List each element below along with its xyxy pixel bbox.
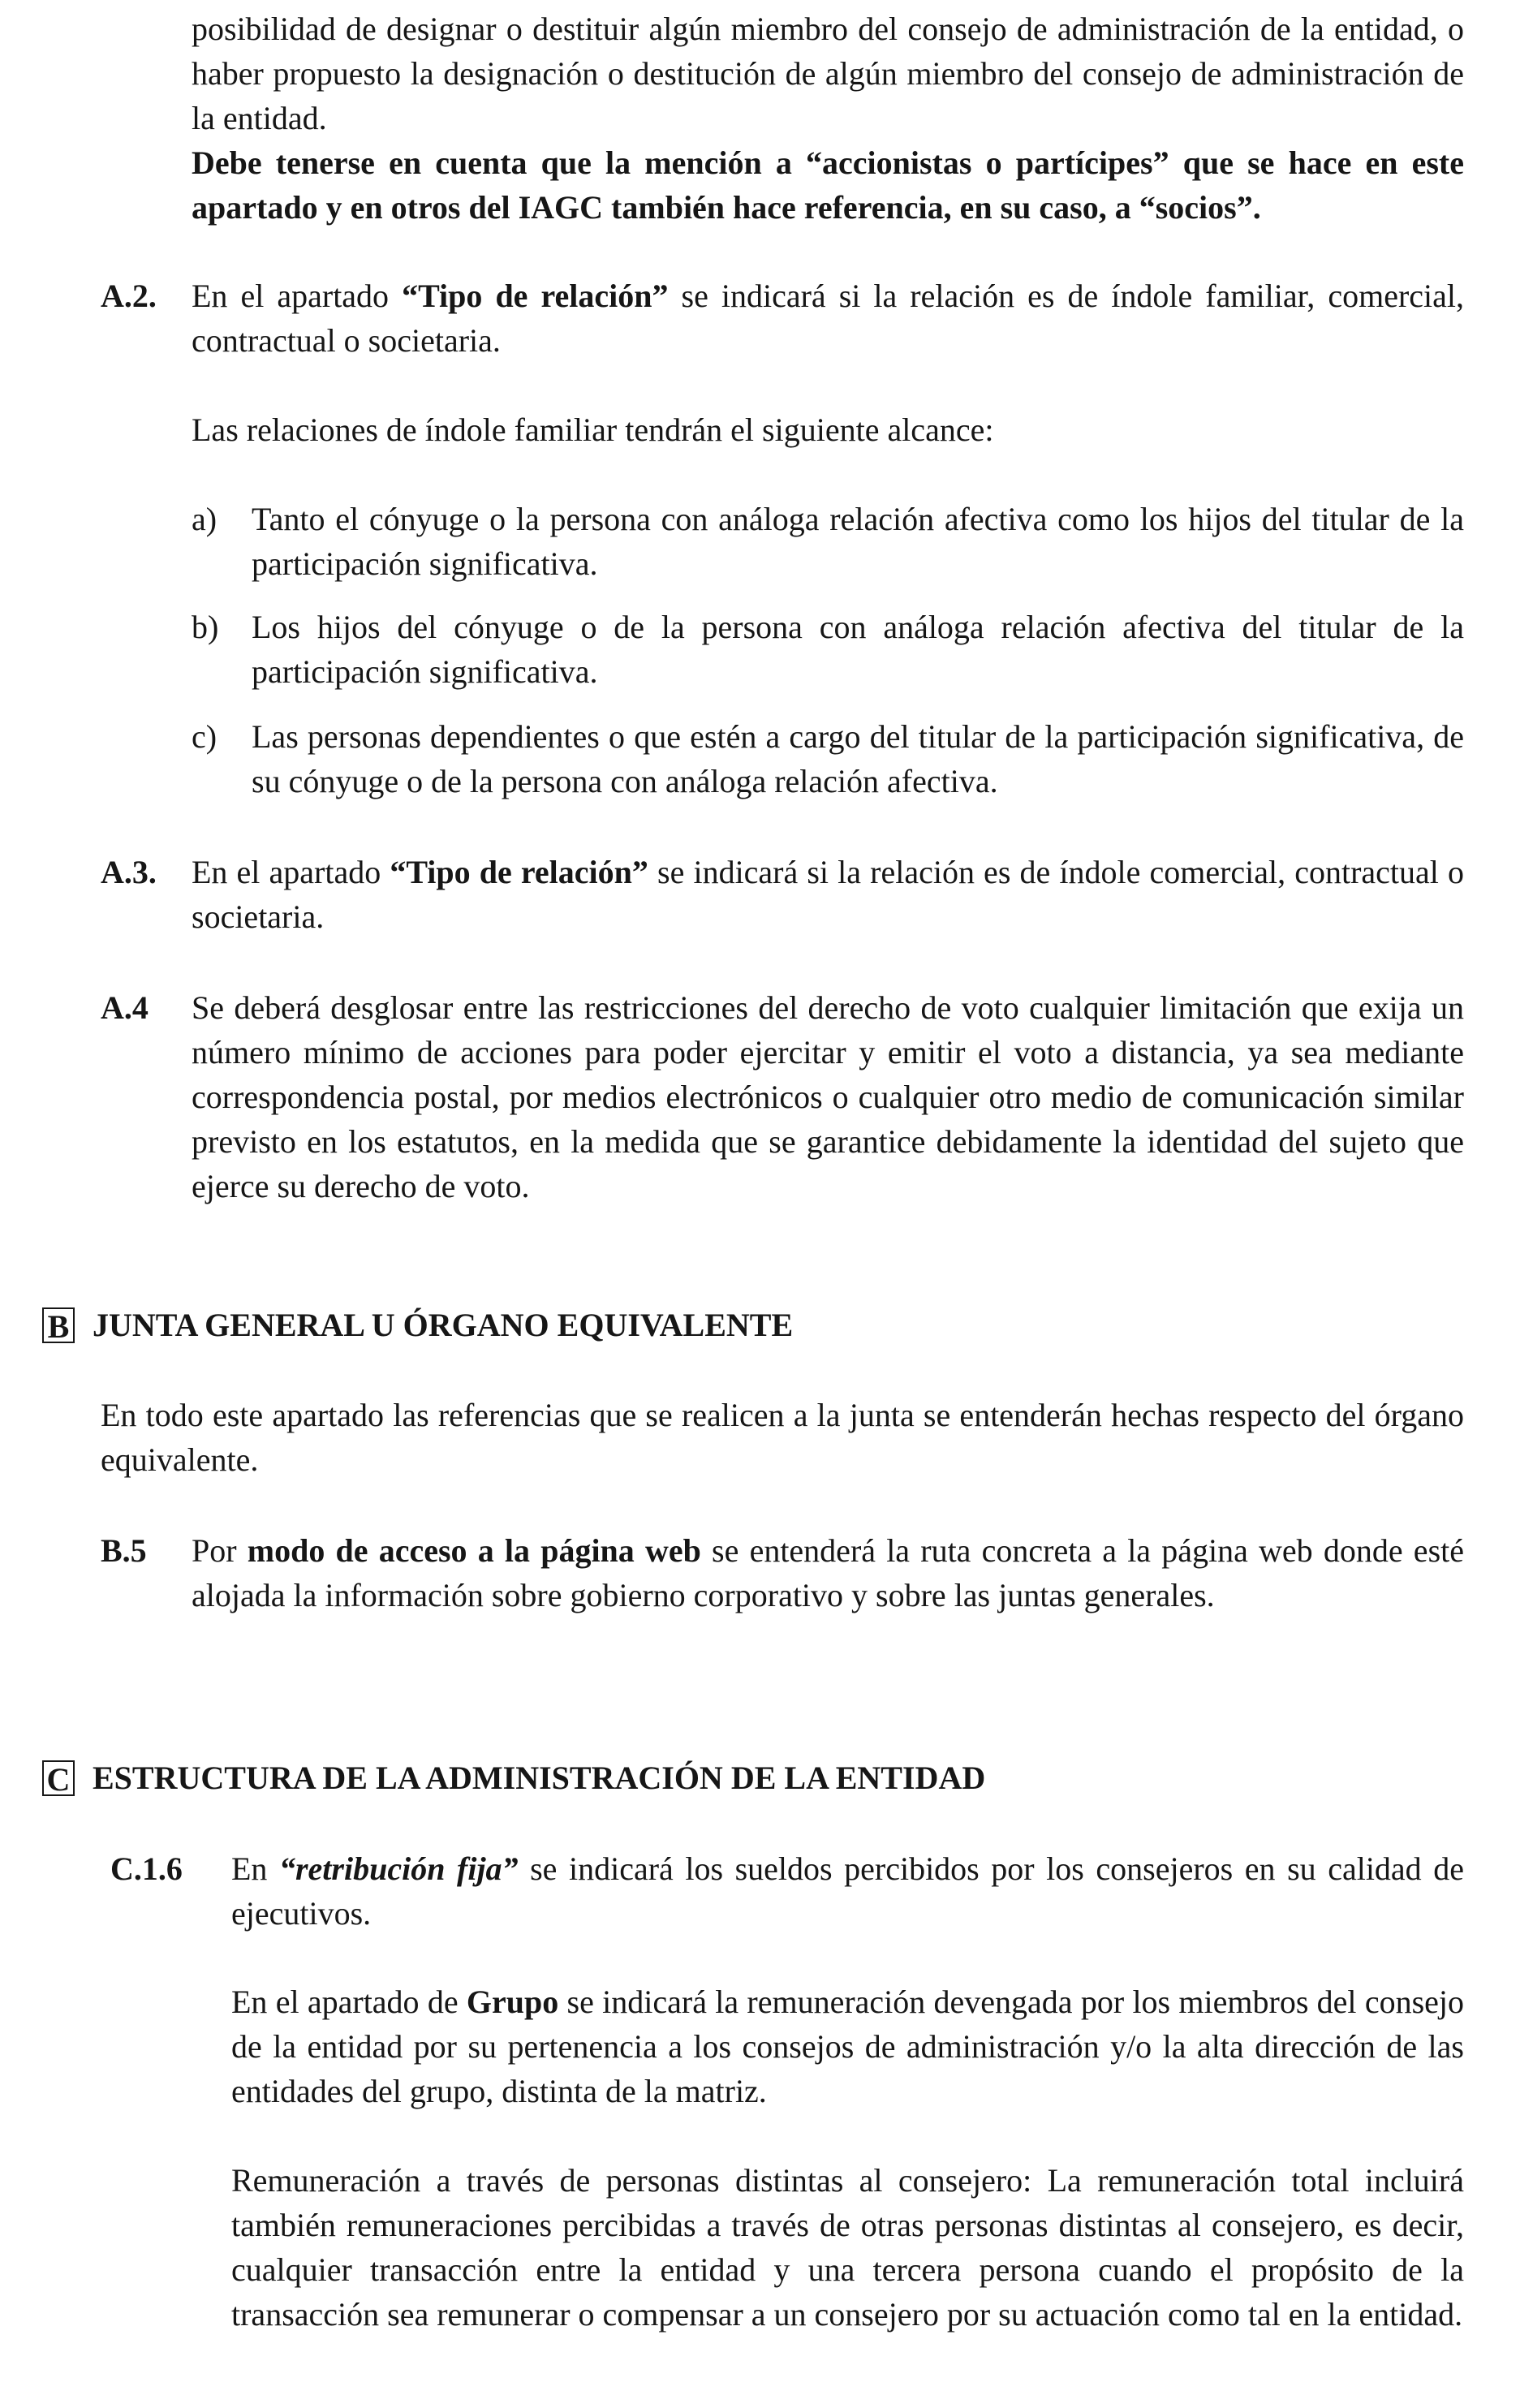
c16-text-bold-italic: “retribución fija” [278, 1850, 519, 1887]
a2-scope: Las relaciones de índole familiar tendrán el siguiente alcance: [192, 411, 994, 448]
section-c-letter-box: C [42, 1760, 75, 1796]
section-b-letter-box: B [42, 1307, 75, 1343]
section-c-heading [42, 1755, 985, 1800]
item-label-a4: A.4 [101, 989, 149, 1026]
a3-text-bold: “Tipo de relación” [390, 854, 648, 890]
intro-paragraph: posibilidad de designar o destituir algún miembro del consejo de administración de la entidad, o haber propuesto la designación o destitución de algún miembro del consejo de administración de la entidad. [192, 11, 1464, 136]
c16-group-block [231, 1979, 1464, 2113]
item-label-c16: C.1.6 [110, 1850, 183, 1887]
c16-paragraph-3: Remuneración a través de personas distintas al consejero: La remuneración total incluirá también remuneraciones percibidas a través de otras personas distintas al consejero, es decir, cualquier transacción entre la entidad y una tercera persona cuando el propósito de la transacción sea remunerar o compensar a un consejero por su actuación como tal en la entidad. [231, 2162, 1464, 2333]
b5-text-bold: modo de acceso a la página web [247, 1532, 701, 1569]
a3-text-post: se indicará si la relación es de índole comercial, contractual o societaria. [192, 854, 1465, 935]
a2-paragraph [192, 274, 1464, 363]
list-letter-c: c) [192, 718, 217, 755]
section-c-title: ESTRUCTURA DE LA ADMINISTRACIÓN DE LA ENTIDAD [93, 1760, 986, 1796]
b5-text-post: se entenderá la ruta concreta a la página web donde esté alojada la información sobre gobierno corporativo y sobre las juntas generales. [192, 1532, 1464, 1613]
c16-p2-pre: En el apartado de [231, 1984, 467, 2020]
section-b-intro: En todo este apartado las referencias que se realicen a la junta se entenderán hechas respecto del órgano equivalente. [101, 1397, 1464, 1478]
list-item-a: Tanto el cónyuge o la persona con análoga relación afectiva como los hijos del titular de la participación significativa. [252, 501, 1464, 582]
item-a3 [192, 850, 1464, 939]
c16-paragraph-2 [231, 1979, 1464, 2113]
a3-text-pre: En el apartado [192, 854, 390, 890]
c16-text-post: se indicará los sueldos percibidos por los consejeros en su calidad de ejecutivos. [231, 1850, 1464, 1932]
item-label-a3: A.3. [101, 854, 157, 890]
item-label-b5: B.5 [101, 1532, 147, 1569]
item-a2 [192, 274, 1464, 363]
intro-block [192, 6, 1464, 230]
item-b5 [192, 1528, 1464, 1618]
c16-text-pre: En [231, 1850, 279, 1887]
list-item-c: Las personas dependientes o que estén a cargo del titular de la participación significativa, de su cónyuge o de la persona con análoga relación afectiva. [252, 718, 1464, 799]
a2-text-post: se indicará si la relación es de índole familiar, comercial, contractual o societaria. [192, 278, 1465, 359]
list-letter-a: a) [192, 501, 217, 537]
b5-text-pre: Por [192, 1532, 248, 1569]
a2-text-pre: En el apartado [192, 278, 403, 314]
item-label-a2: A.2. [101, 278, 157, 314]
intro-note: Debe tenerse en cuenta que la mención a “accionistas o partícipes” que se hace en este apartado y en otros del IAGC también hace referencia, en su caso, a “socios”. [192, 144, 1464, 226]
item-c16 [231, 1846, 1464, 1936]
section-b-heading [42, 1303, 793, 1347]
b5-paragraph [192, 1528, 1464, 1618]
c16-p2-post: se indicará la remuneración devengada por los miembros del consejo de la entidad por su pertenencia a los consejos de administración y/o la alta dirección de las entidades del grupo, distinta de la matriz. [231, 1984, 1465, 2109]
section-b-title: JUNTA GENERAL U ÓRGANO EQUIVALENTE [93, 1307, 794, 1343]
a3-paragraph [192, 850, 1464, 939]
a2-text-bold: “Tipo de relación” [402, 278, 669, 314]
list-letter-b: b) [192, 609, 219, 645]
item-a4: Se deberá desglosar entre las restricciones del derecho de voto cualquier limitación que exija un número mínimo de acciones para poder ejercitar y emitir el voto a distancia, ya sea mediante correspondencia postal, por medios electrónicos o cualquier otro medio de comunicación similar previsto en los estatutos, en la medida que se garantice debidamente la identidad del sujeto que ejerce su derecho de voto. [192, 989, 1464, 1204]
c16-p2-bold: Grupo [466, 1984, 559, 2020]
list-item-b: Los hijos del cónyuge o de la persona con análoga relación afectiva del titular de la participación significativa. [252, 609, 1464, 690]
c16-paragraph-1 [231, 1846, 1464, 1936]
